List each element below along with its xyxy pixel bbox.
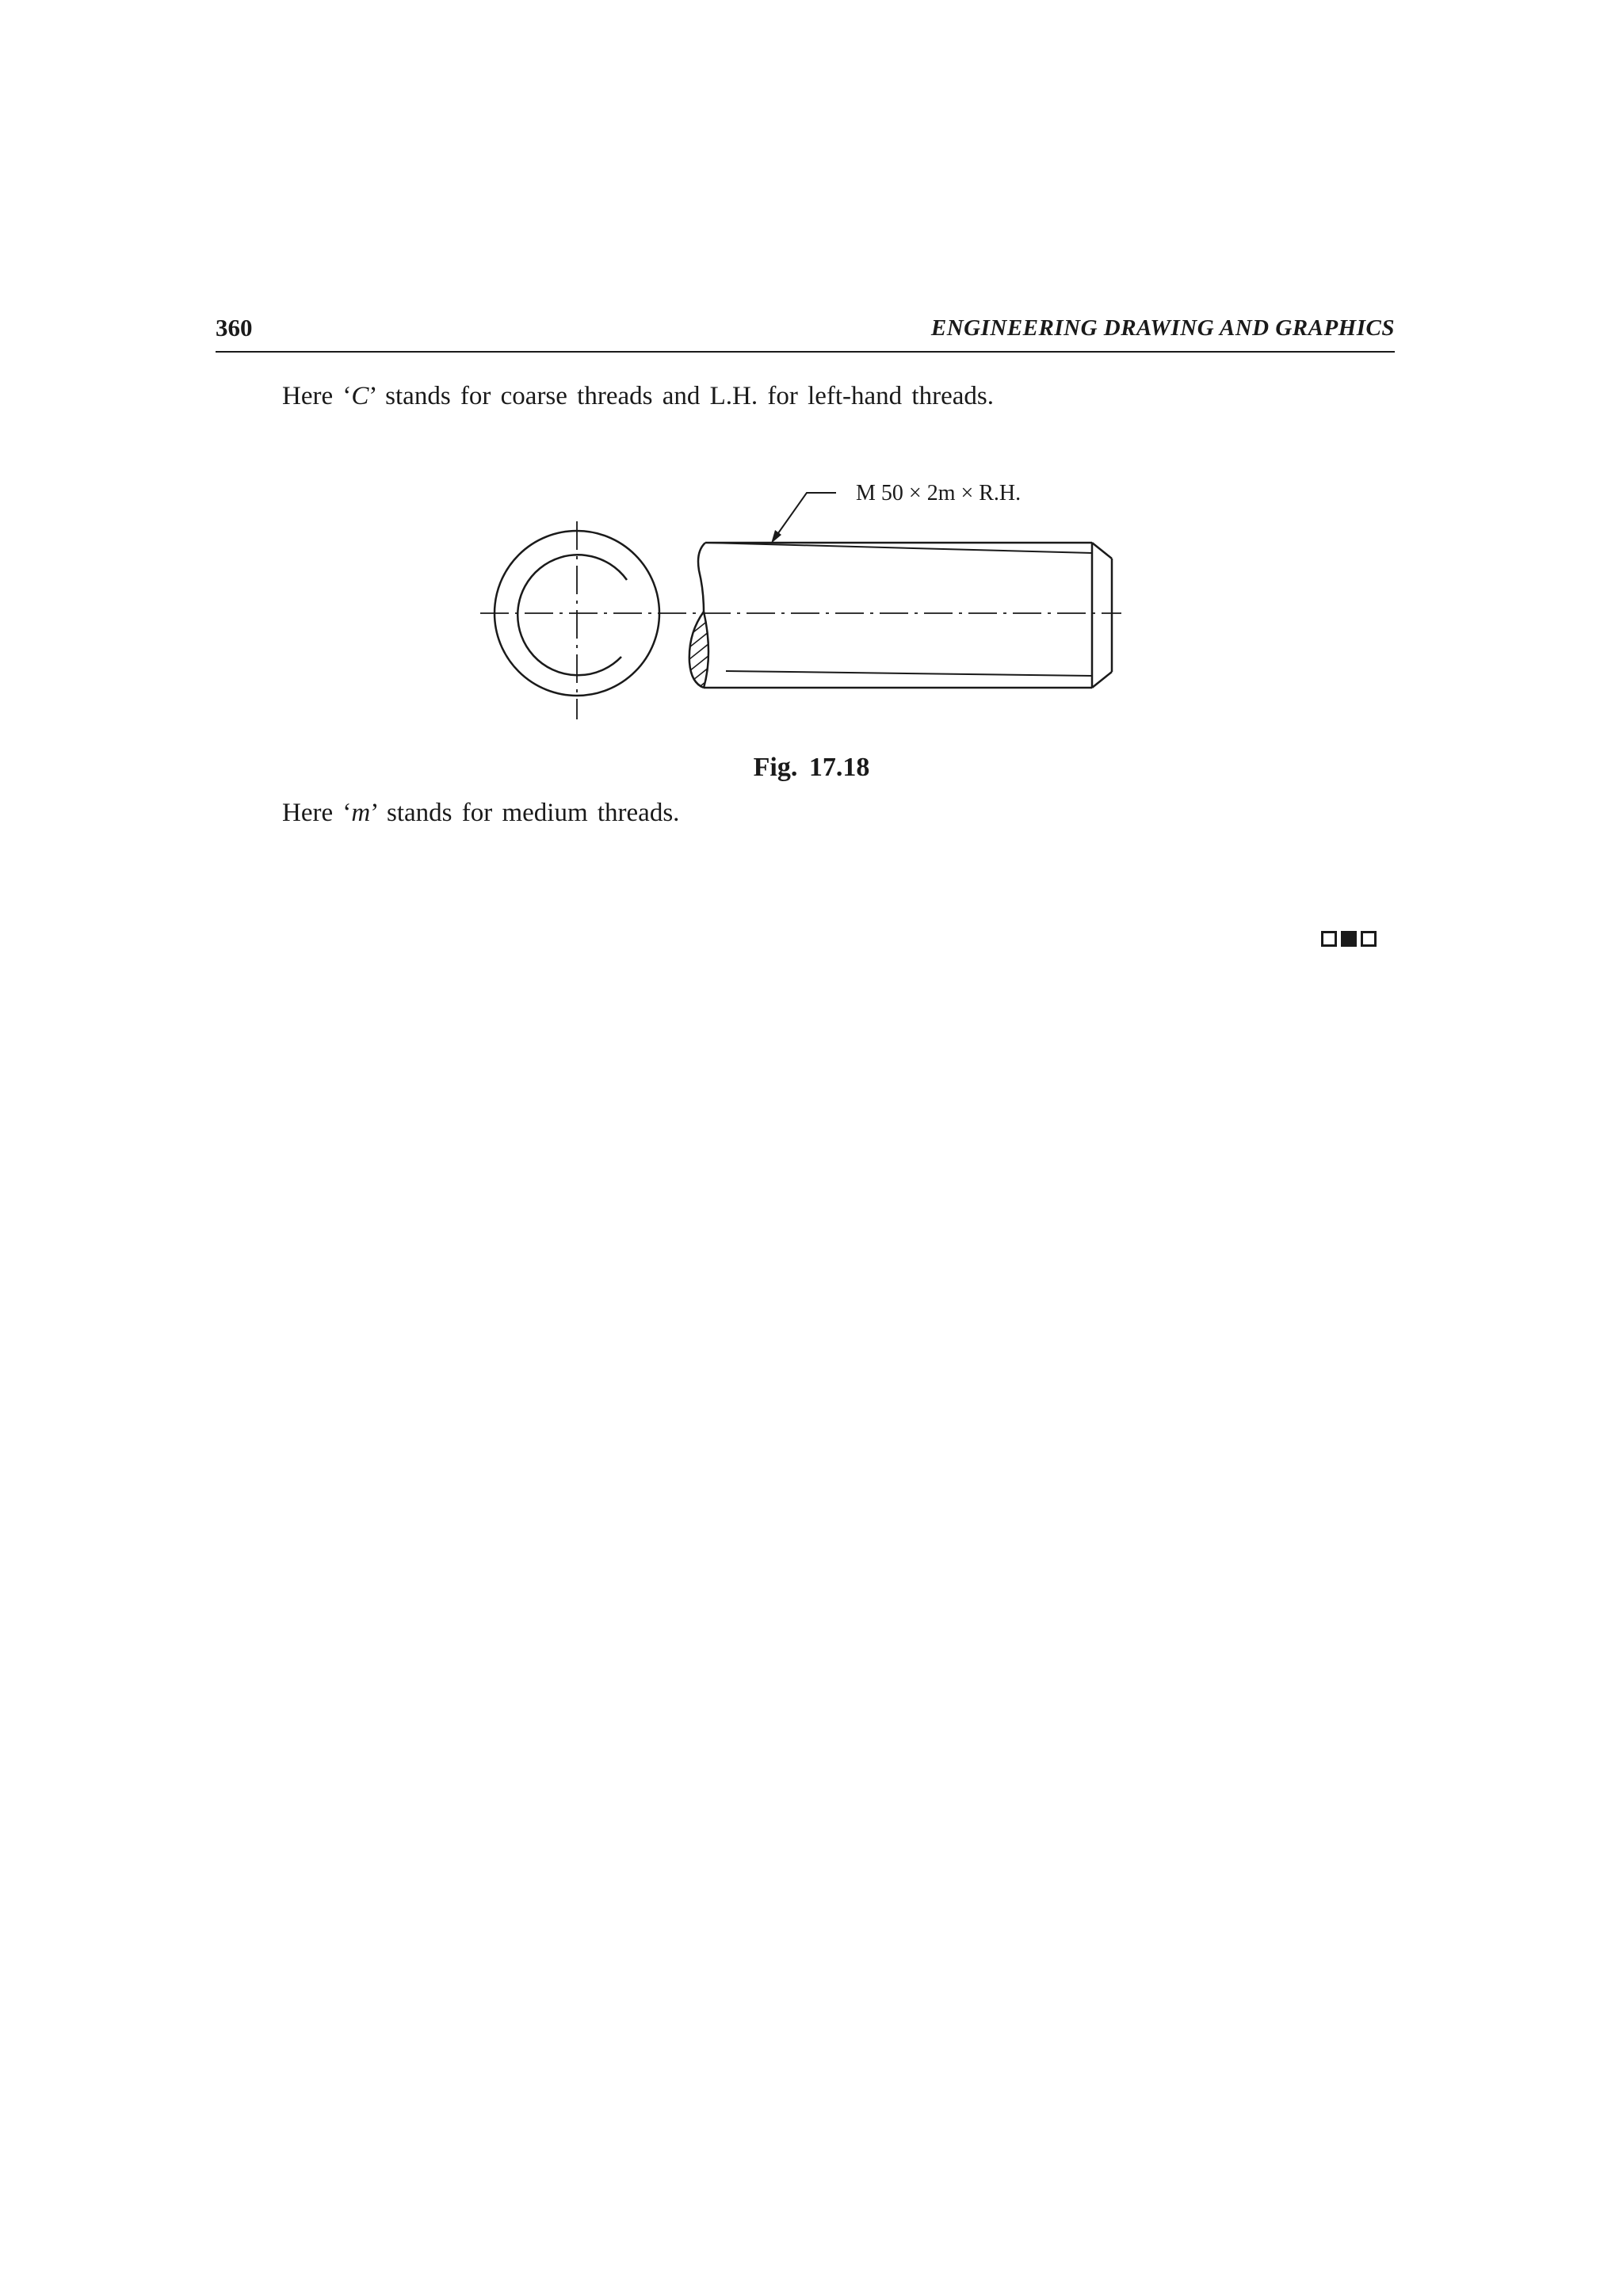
chamfer-bottom xyxy=(1092,672,1112,688)
paragraph-medium-threads xyxy=(282,799,679,828)
para2-text-before: Here ‘ xyxy=(282,799,352,827)
chamfer-top xyxy=(1092,543,1112,559)
callout-leader xyxy=(771,493,836,543)
para2-text-after: ’ stands for medium threads. xyxy=(370,799,680,827)
para1-text-after: ’ stands for coarse threads and L.H. for left-hand threads. xyxy=(369,382,994,410)
break-curve xyxy=(689,543,705,688)
running-head-title: ENGINEERING DRAWING AND GRAPHICS xyxy=(930,315,1395,341)
filled-square-icon xyxy=(1341,931,1357,947)
figure-caption: Fig. 17.18 xyxy=(753,753,870,782)
thread-root-bottom xyxy=(726,671,1092,676)
para2-symbol: m xyxy=(351,799,371,827)
para1-symbol: C xyxy=(351,382,369,410)
thread-root-arc xyxy=(517,555,627,675)
side-view xyxy=(682,543,1112,713)
end-of-section-mark-icon xyxy=(1321,931,1377,947)
thread-designation-label: M 50 × 2m × R.H. xyxy=(856,481,1022,505)
hollow-square-icon xyxy=(1361,931,1377,947)
page-number: 360 xyxy=(216,314,253,341)
threaded-shaft-figure xyxy=(0,0,1623,761)
thread-root-top xyxy=(708,543,1092,553)
section-hatching xyxy=(682,586,721,713)
hollow-square-icon xyxy=(1321,931,1337,947)
para1-text-before: Here ‘ xyxy=(282,382,352,410)
